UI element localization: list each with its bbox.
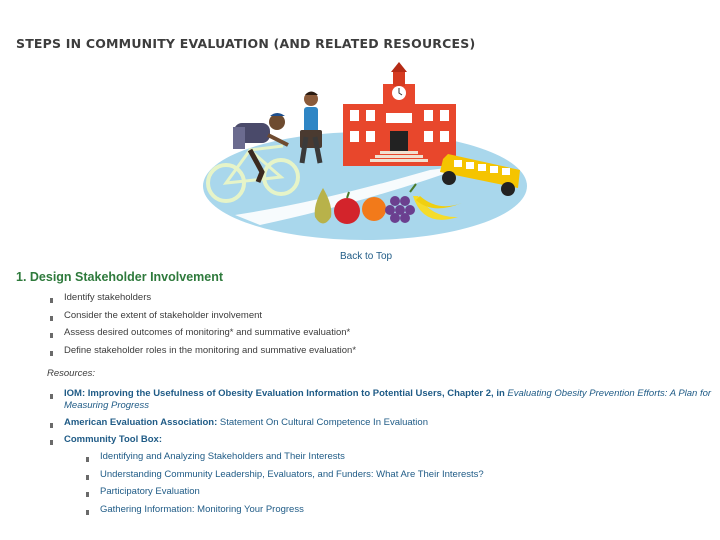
resources-list bbox=[50, 388, 712, 526]
ctb-item-gathering-information[interactable] bbox=[86, 504, 712, 522]
step-text: Assess desired outcomes of monitoring* and summative evaluation* bbox=[64, 327, 351, 338]
step-item-identify-stakeholders bbox=[50, 292, 710, 310]
orange-icon bbox=[362, 197, 386, 221]
bullet-icon bbox=[86, 457, 89, 462]
ctb-link[interactable]: Understanding Community Leadership, Evaluators, and Funders: What Are Their Interests? bbox=[100, 468, 484, 480]
iom-resource-title[interactable]: Evaluating Obesity Prevention Efforts: A Plan for Measuring Progress bbox=[64, 388, 712, 411]
ctb-link[interactable]: Gathering Information: Monitoring Your Progress bbox=[100, 503, 304, 515]
step-text: Define stakeholder roles in the monitoring and summative evaluation* bbox=[64, 344, 357, 356]
bullet-icon bbox=[50, 333, 53, 338]
aea-resource-label: American Evaluation Association: bbox=[64, 417, 220, 428]
bullet-icon bbox=[50, 394, 53, 399]
school-building-icon bbox=[343, 62, 456, 166]
bullet-icon bbox=[50, 423, 53, 428]
community-tool-box-list bbox=[86, 451, 712, 521]
bullet-icon bbox=[50, 440, 53, 445]
page-title: STEPS IN COMMUNITY EVALUATION (AND RELATED RESOURCES) bbox=[16, 36, 476, 51]
bullet-icon bbox=[86, 475, 89, 480]
bullet-icon bbox=[50, 298, 53, 303]
iom-resource-link[interactable]: IOM: Improving the Usefulness of Obesity Evaluation Information to Potential Users, Chapter 2, in bbox=[64, 388, 508, 399]
step-item-define-roles bbox=[50, 345, 710, 363]
ctb-item-understanding-leadership[interactable] bbox=[86, 469, 712, 487]
ctb-item-identifying-stakeholders[interactable] bbox=[86, 451, 712, 469]
apple-icon bbox=[334, 198, 360, 224]
bullet-icon bbox=[86, 510, 89, 515]
step-text: Identify stakeholders bbox=[64, 292, 152, 303]
bullet-icon bbox=[86, 492, 89, 497]
aea-resource-link[interactable]: Statement On Cultural Competence In Evaluation bbox=[219, 417, 428, 428]
step-item-assess-outcomes bbox=[50, 327, 710, 345]
ctb-link[interactable]: Participatory Evaluation bbox=[100, 486, 200, 497]
resource-item-community-tool-box bbox=[50, 434, 712, 521]
bullet-icon bbox=[50, 316, 53, 321]
bullet-icon bbox=[50, 351, 53, 356]
resource-item-aea[interactable] bbox=[50, 417, 712, 429]
ctb-link[interactable]: Identifying and Analyzing Stakeholders and Their Interests bbox=[100, 451, 345, 462]
steps-list bbox=[50, 292, 710, 362]
resource-item-iom[interactable] bbox=[50, 388, 712, 412]
back-to-top-link[interactable]: Back to Top bbox=[340, 251, 393, 262]
step-item-consider-extent bbox=[50, 310, 710, 328]
resources-label: Resources: bbox=[47, 368, 96, 379]
hero-illustration bbox=[0, 0, 720, 260]
step-text: Consider the extent of stakeholder involvement bbox=[64, 309, 263, 321]
ctb-item-participatory-evaluation[interactable] bbox=[86, 486, 712, 504]
community-tool-box-label: Community Tool Box: bbox=[64, 434, 162, 445]
section-heading-design-stakeholder-involvement: 1. Design Stakeholder Involvement bbox=[16, 270, 224, 284]
